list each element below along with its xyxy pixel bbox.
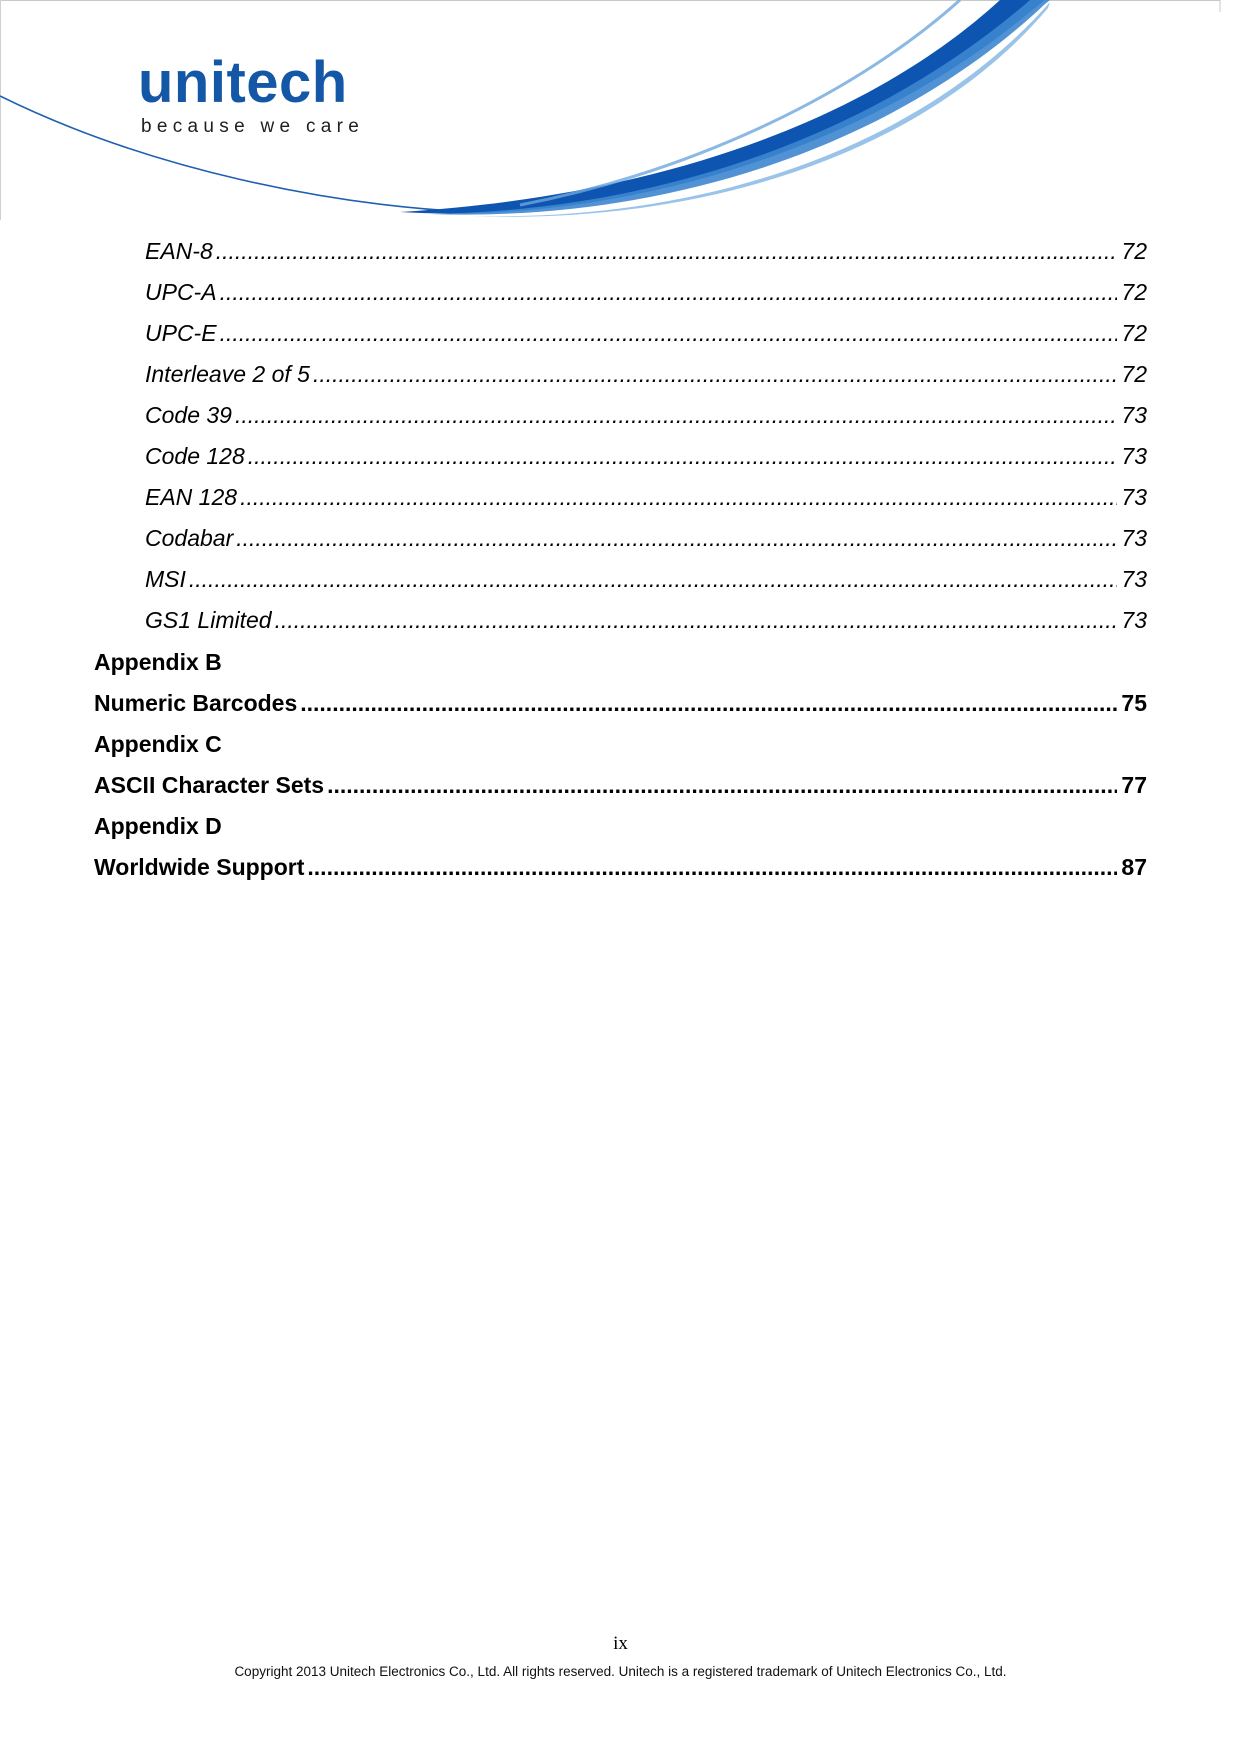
toc-entry-page: 73 — [1121, 566, 1147, 592]
toc-entry-page: 72 — [1121, 320, 1147, 346]
appendix-label: Appendix D — [94, 813, 222, 839]
toc-chapter-entry[interactable] — [94, 688, 1147, 718]
toc-chapter-page: 75 — [1121, 690, 1147, 716]
toc-chapter-title: ASCII Character Sets — [94, 772, 325, 798]
dot-leader — [327, 770, 1117, 800]
toc-entry[interactable] — [145, 482, 1147, 512]
toc-entry-page: 73 — [1121, 607, 1147, 633]
unitech-logo — [138, 48, 363, 143]
toc-entry-page: 73 — [1121, 525, 1147, 551]
toc-chapter-title: Numeric Barcodes — [94, 690, 298, 716]
logo-tagline: because we care — [141, 116, 365, 137]
appendix-label: Appendix B — [94, 649, 222, 675]
toc-entry-title: Code 128 — [145, 443, 245, 469]
toc-entry-page: 72 — [1121, 238, 1147, 264]
dot-leader — [220, 277, 1118, 307]
toc-chapter-page: 77 — [1121, 772, 1147, 798]
toc-entry[interactable] — [145, 277, 1147, 307]
dot-leader — [189, 564, 1118, 594]
toc-entry-title: GS1 Limited — [145, 607, 272, 633]
toc-entry-page: 73 — [1121, 443, 1147, 469]
toc-entry-title: Code 39 — [145, 402, 232, 428]
logo-wordmark: unitech — [138, 50, 348, 115]
toc-entry-page: 72 — [1121, 279, 1147, 305]
toc-chapter-page: 87 — [1121, 854, 1147, 880]
toc-entry[interactable] — [145, 605, 1147, 635]
toc-entry-title: EAN-8 — [145, 238, 213, 264]
toc-entry[interactable] — [145, 441, 1147, 471]
dot-leader — [216, 236, 1118, 266]
dot-leader — [300, 688, 1117, 718]
toc-entry[interactable] — [145, 400, 1147, 430]
toc-chapter-entry[interactable] — [94, 770, 1147, 800]
dot-leader — [275, 605, 1118, 635]
page-number: ix — [613, 1633, 628, 1654]
dot-leader — [307, 852, 1117, 882]
toc-entry-title: Interleave 2 of 5 — [145, 361, 310, 387]
toc-chapter-entry[interactable] — [94, 852, 1147, 882]
toc-entry-title: MSI — [145, 566, 186, 592]
dot-leader — [235, 400, 1117, 430]
toc-entry-title: Codabar — [145, 525, 234, 551]
toc-entry-title: UPC-A — [145, 279, 217, 305]
dot-leader — [248, 441, 1118, 471]
toc-entry-title: EAN 128 — [145, 484, 238, 510]
dot-leader — [240, 482, 1117, 512]
toc-entry[interactable] — [145, 564, 1147, 594]
dot-leader — [236, 523, 1117, 553]
toc-entry-title: UPC-E — [145, 320, 217, 346]
toc-entry-page: 73 — [1121, 484, 1147, 510]
toc-entry-page: 72 — [1121, 361, 1147, 387]
appendix-label: Appendix C — [94, 731, 222, 757]
toc-entry[interactable] — [145, 318, 1147, 348]
dot-leader — [220, 318, 1118, 348]
toc-entry[interactable] — [145, 523, 1147, 553]
dot-leader — [313, 359, 1117, 389]
toc-entry-page: 73 — [1121, 402, 1147, 428]
toc-entry[interactable] — [145, 236, 1147, 266]
copyright-notice: Copyright 2013 Unitech Electronics Co., Ltd. All rights reserved. Unitech is a registered trademark of Unitech Electronics Co., Ltd. — [234, 1664, 1007, 1679]
toc-entry[interactable] — [145, 359, 1147, 389]
toc-chapter-title: Worldwide Support — [94, 854, 305, 880]
